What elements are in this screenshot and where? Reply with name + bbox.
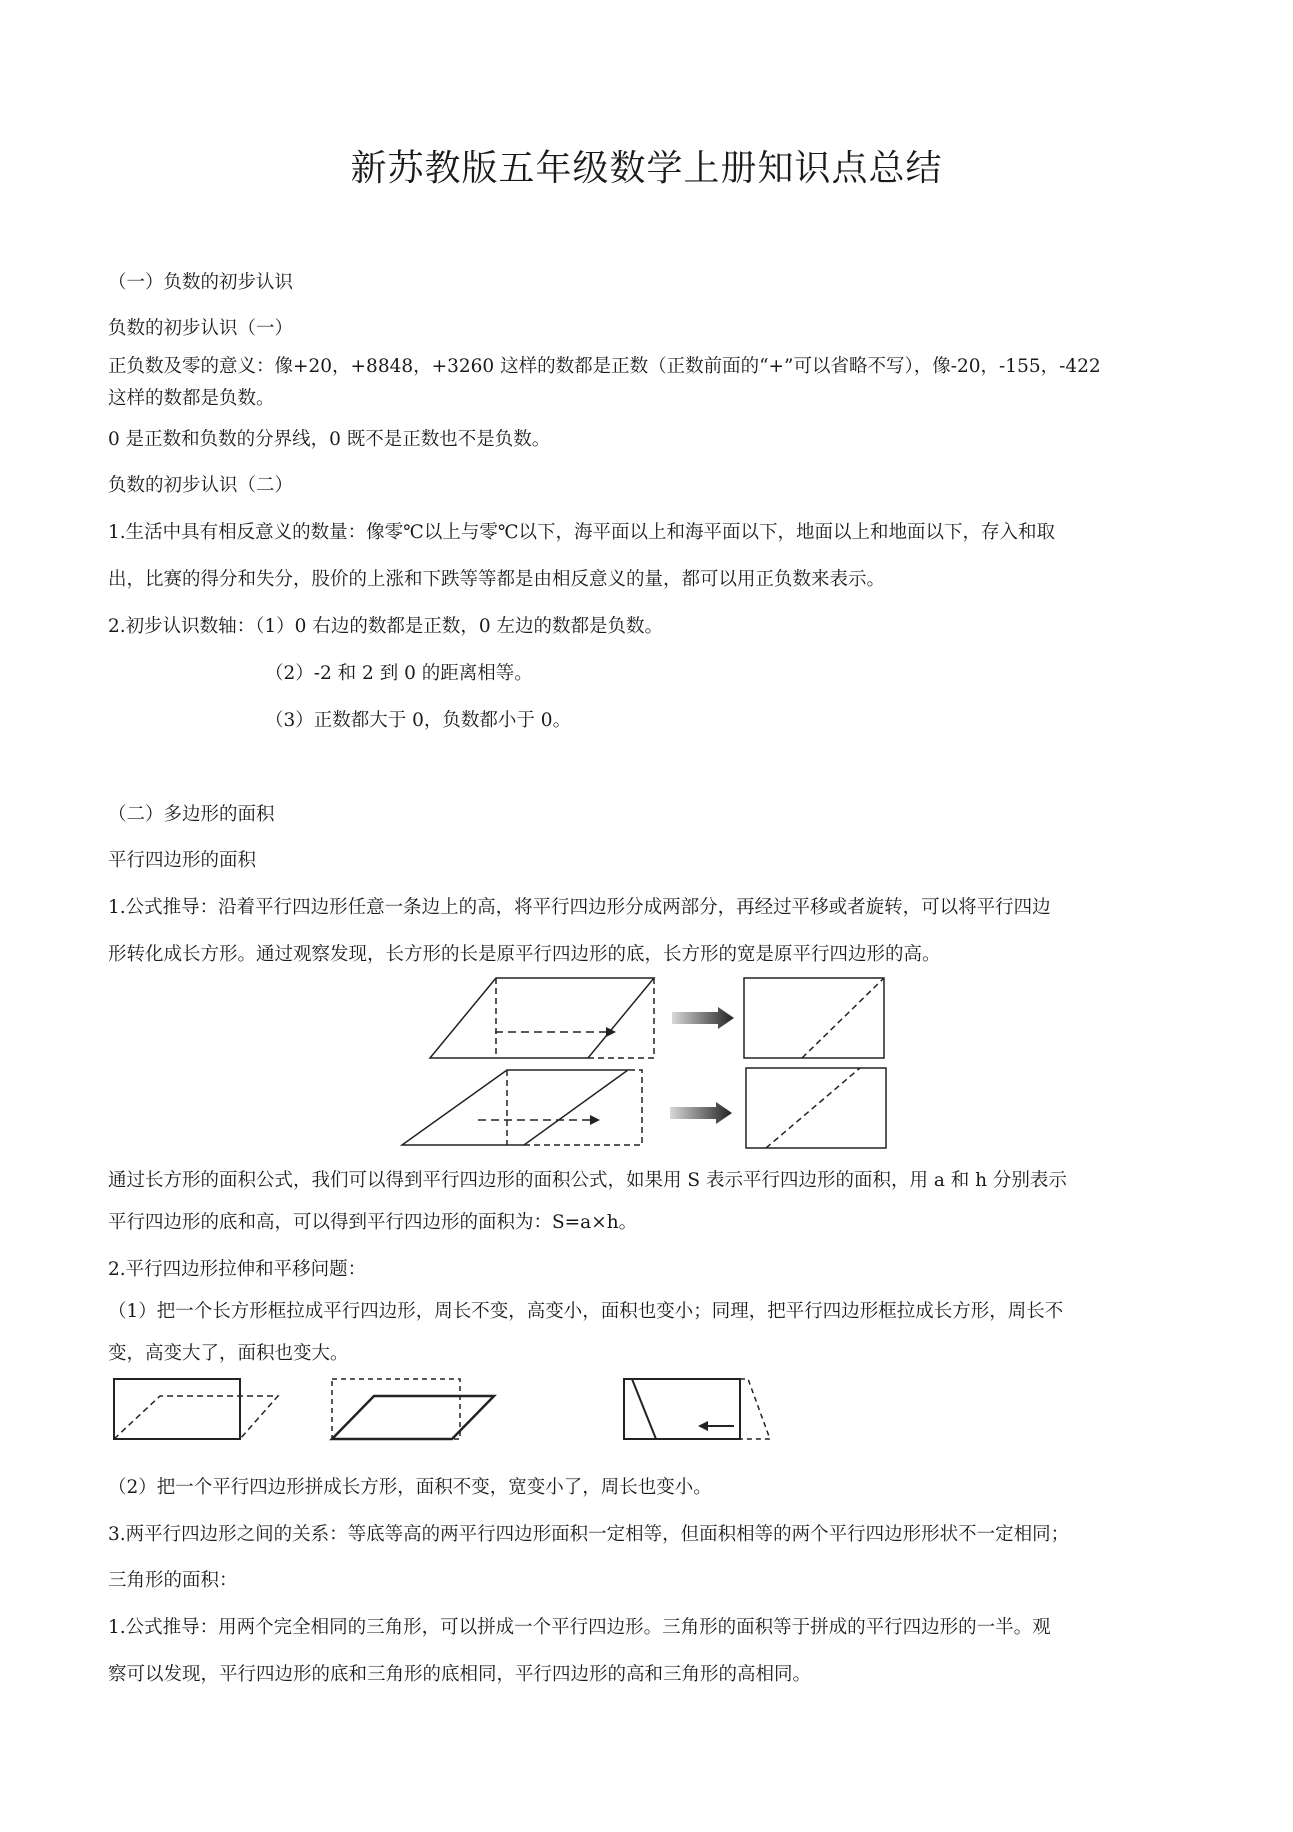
paragraph: （3）正数都大于 0，负数都小于 0。 bbox=[265, 710, 572, 731]
paragraph: 2.平行四边形拉伸和平移问题： bbox=[108, 1259, 367, 1280]
subheading: 负数的初步认识（二） bbox=[108, 475, 294, 496]
paragraph: 1.公式推导：沿着平行四边形任意一条边上的高，将平行四边形分成两部分，再经过平移或者旋转，可以将平行四边 bbox=[108, 897, 1051, 918]
paragraph: 1.生活中具有相反意义的数量：像零℃以上与零℃以下，海平面以上和海平面以下，地面以上和地面以下，存入和取 bbox=[108, 522, 1056, 543]
paragraph: 3.两平行四边形之间的关系：等底等高的两平行四边形面积一定相等，但面积相等的两个平行四边形形状不一定相同； bbox=[108, 1524, 1070, 1545]
stretch-frames-figure bbox=[100, 1374, 780, 1444]
paragraph: 察可以发现，平行四边形的底和三角形的底相同，平行四边形的高和三角形的高相同。 bbox=[108, 1664, 812, 1685]
paragraph: 0 是正数和负数的分界线，0 既不是正数也不是负数。 bbox=[108, 429, 551, 450]
paragraph: 变，高变大了，面积也变大。 bbox=[108, 1343, 349, 1364]
subheading: 三角形的面积： bbox=[108, 1570, 238, 1591]
subheading: 平行四边形的面积 bbox=[108, 850, 257, 871]
section-heading: （一）负数的初步认识 bbox=[108, 272, 294, 293]
paragraph: 形转化成长方形。通过观察发现，长方形的长是原平行四边形的底，长方形的宽是原平行四边形的高。 bbox=[108, 944, 941, 965]
parallelogram-transform-figure bbox=[390, 970, 910, 1160]
paragraph: 通过长方形的面积公式，我们可以得到平行四边形的面积公式，如果用 S 表示平行四边形的面积，用 a 和 h 分别表示 bbox=[108, 1170, 1067, 1191]
paragraph: 这样的数都是负数。 bbox=[108, 388, 275, 409]
paragraph: 出，比赛的得分和失分，股价的上涨和下跌等等都是由相反意义的量，都可以用正负数来表示。 bbox=[108, 569, 886, 590]
paragraph: （2）把一个平行四边形拼成长方形，面积不变，宽变小了，周长也变小。 bbox=[108, 1477, 712, 1498]
paragraph: 平行四边形的底和高，可以得到平行四边形的面积为：S=a×h。 bbox=[108, 1212, 638, 1233]
paragraph: 1.公式推导：用两个完全相同的三角形，可以拼成一个平行四边形。三角形的面积等于拼成的平行四边形的一半。观 bbox=[108, 1617, 1051, 1638]
paragraph: （2）-2 和 2 到 0 的距离相等。 bbox=[265, 663, 533, 684]
paragraph: 2.初步认识数轴：（1）0 右边的数都是正数，0 左边的数都是负数。 bbox=[108, 616, 663, 637]
paragraph: （1）把一个长方形框拉成平行四边形，周长不变，高变小，面积也变小；同理，把平行四边形框拉成长方形，周长不 bbox=[108, 1301, 1064, 1322]
subheading: 负数的初步认识（一） bbox=[108, 318, 294, 339]
section-heading: （二）多边形的面积 bbox=[108, 804, 275, 825]
page-title: 新苏教版五年级数学上册知识点总结 bbox=[350, 148, 943, 189]
paragraph: 正负数及零的意义：像+20，+8848，+3260 这样的数都是正数（正数前面的“+”可以省略不写），像-20，-155，-422 bbox=[108, 356, 1101, 377]
